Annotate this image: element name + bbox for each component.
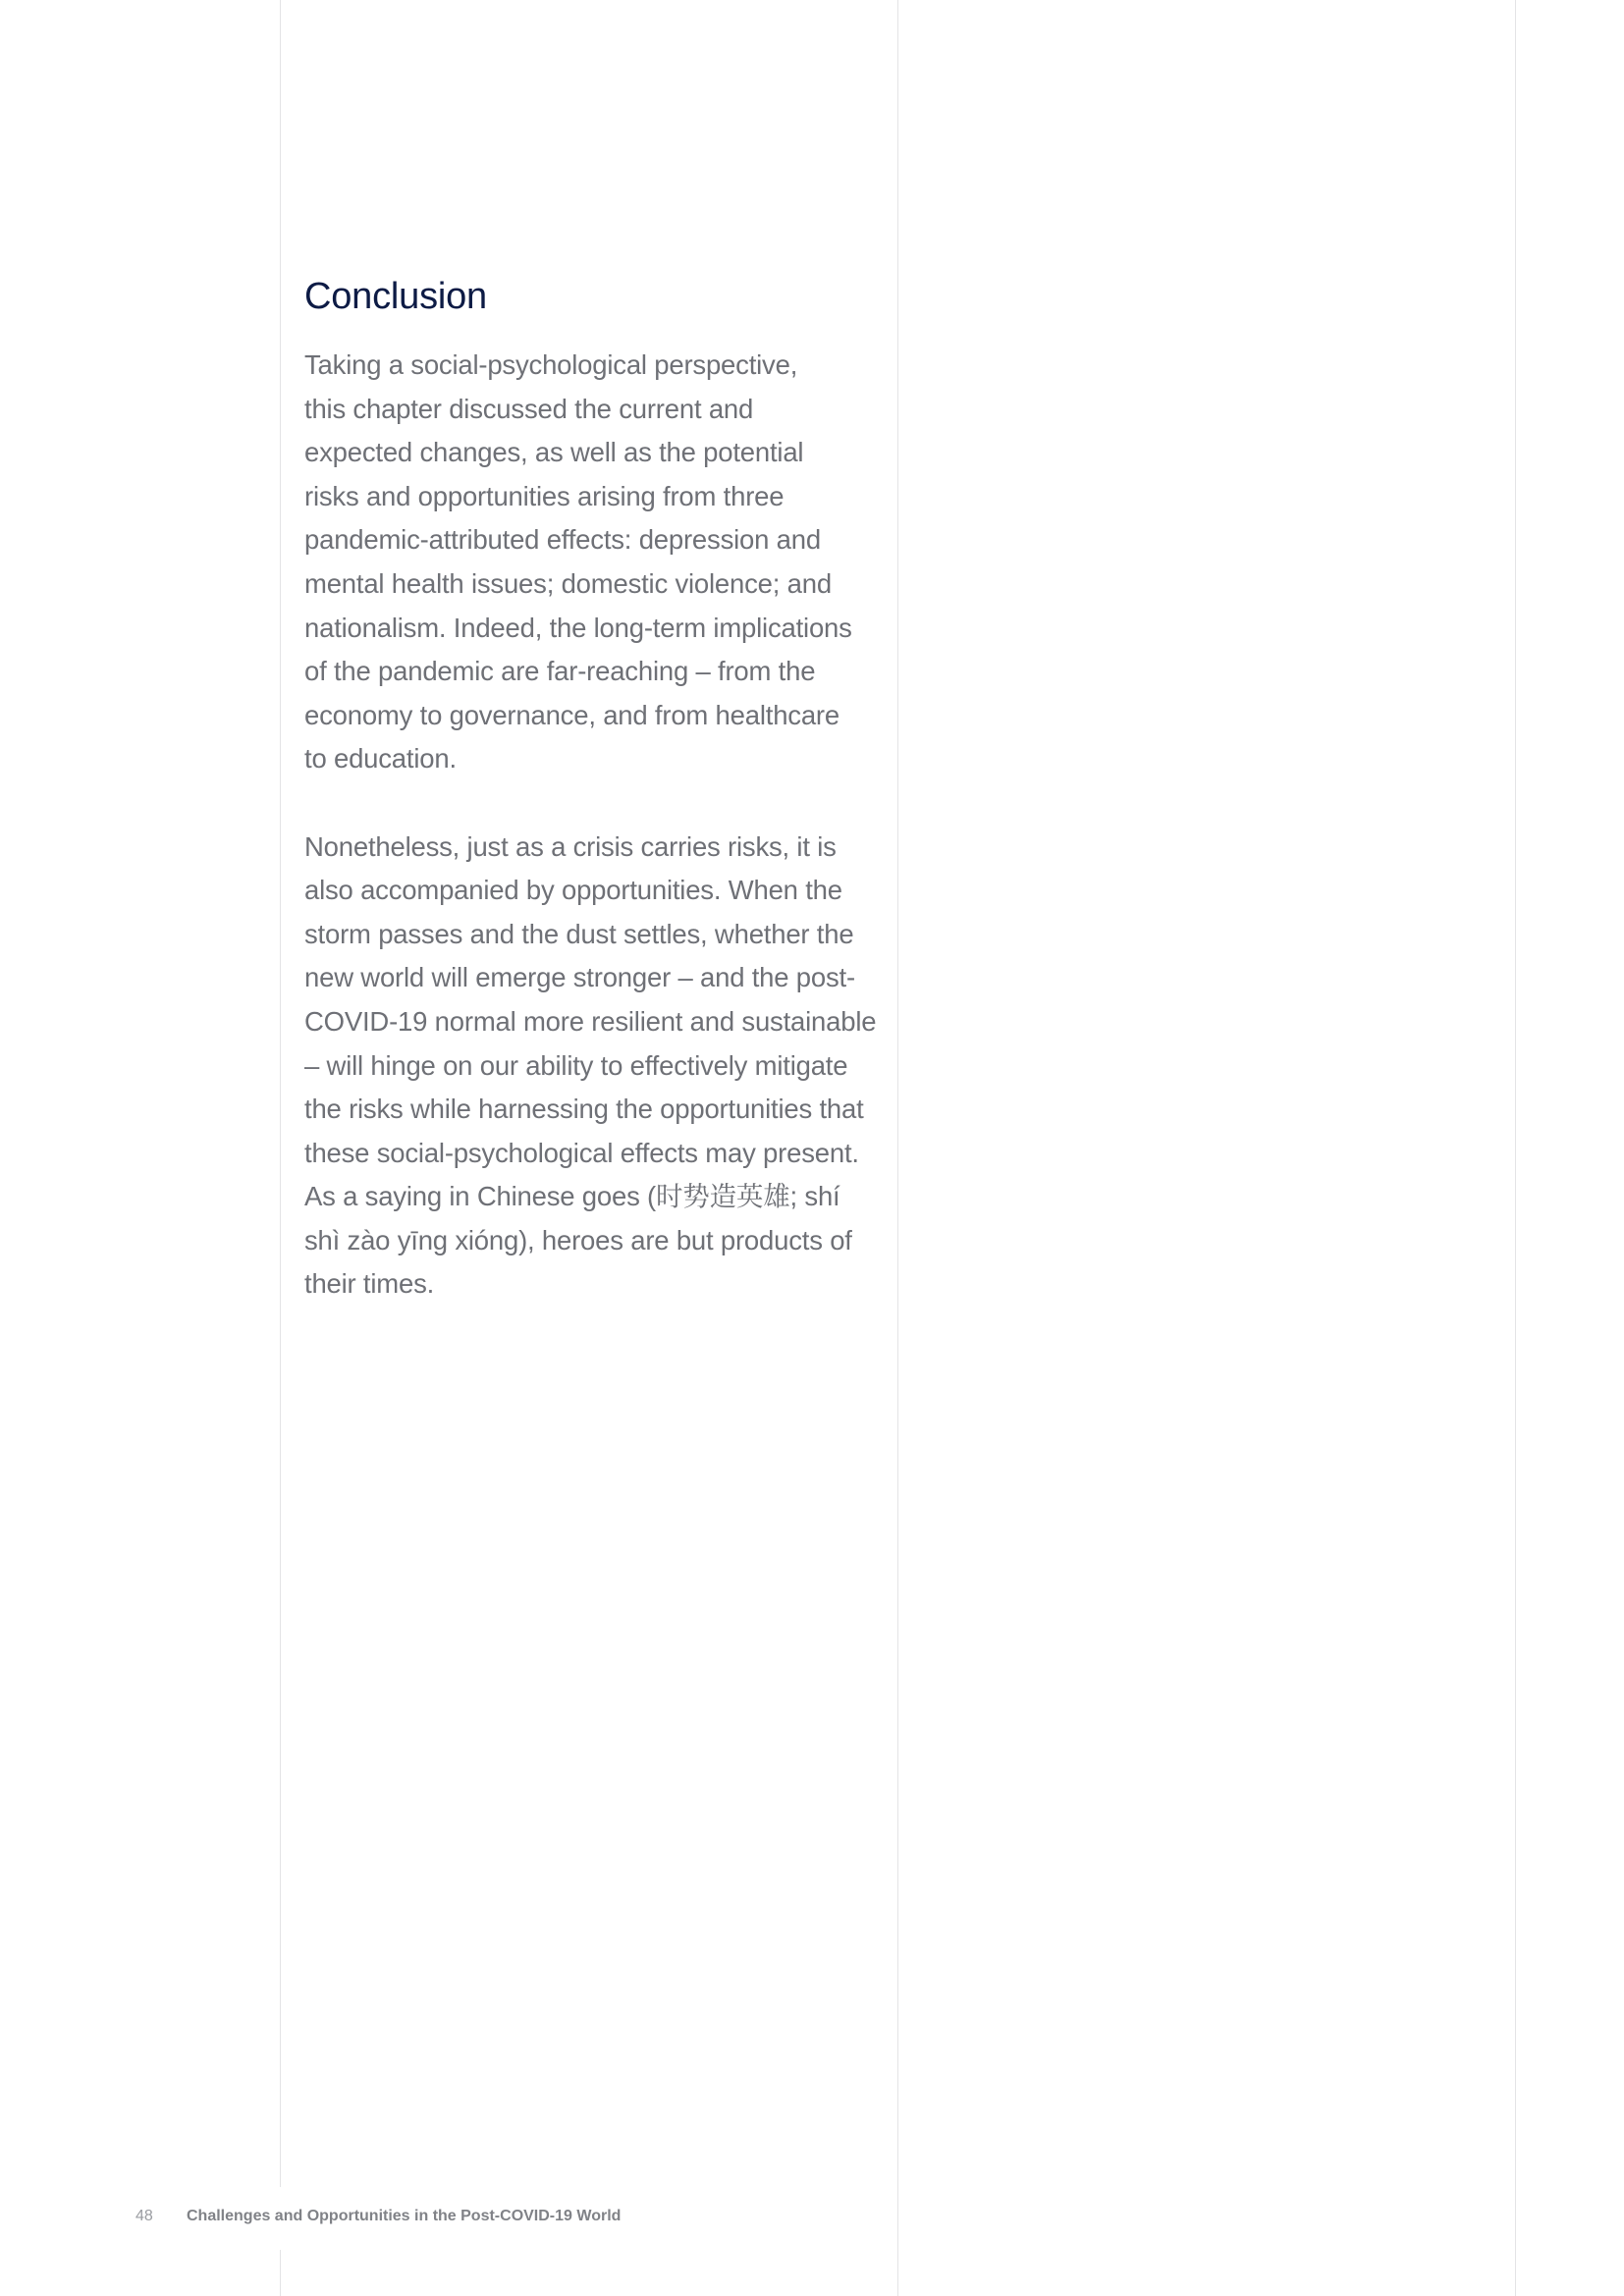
column-divider-right (1515, 0, 1516, 2296)
running-title: Challenges and Opportunities in the Post-COVID-19 World (187, 2208, 622, 2224)
page-number: 48 (135, 2208, 153, 2224)
body-paragraph-1: Taking a social-psychological perspective, this chapter discussed the current and expected changes, as well as the potential risks and opportunities arising from three pandemic-attributed effects: depression and mental health issues; domestic violence; and nationalism. Indeed, the long-term implications of the pandemic are far-reaching – from the economy to governance, and from healthcare to education. (304, 349, 852, 774)
column-divider-left (280, 0, 281, 2296)
body-paragraph-2: Nonetheless, just as a crisis carries risks, it is also accompanied by opportunities. When the storm passes and the dust settles, whether the new world will emerge stronger – and the post- COVID-19 normal more resilient and sustainable – will hinge on our ability to effectively mitigate the risks while harnessing the opportunities that these social-psychological effects may present. As a saying in Chinese goes (时势造英雄; shí shì zào yīng xióng), heroes are but products of their times. (304, 830, 877, 1300)
section-heading: Conclusion (304, 276, 487, 317)
column-divider-middle (897, 0, 898, 2296)
conclusion-section (304, 265, 889, 1307)
